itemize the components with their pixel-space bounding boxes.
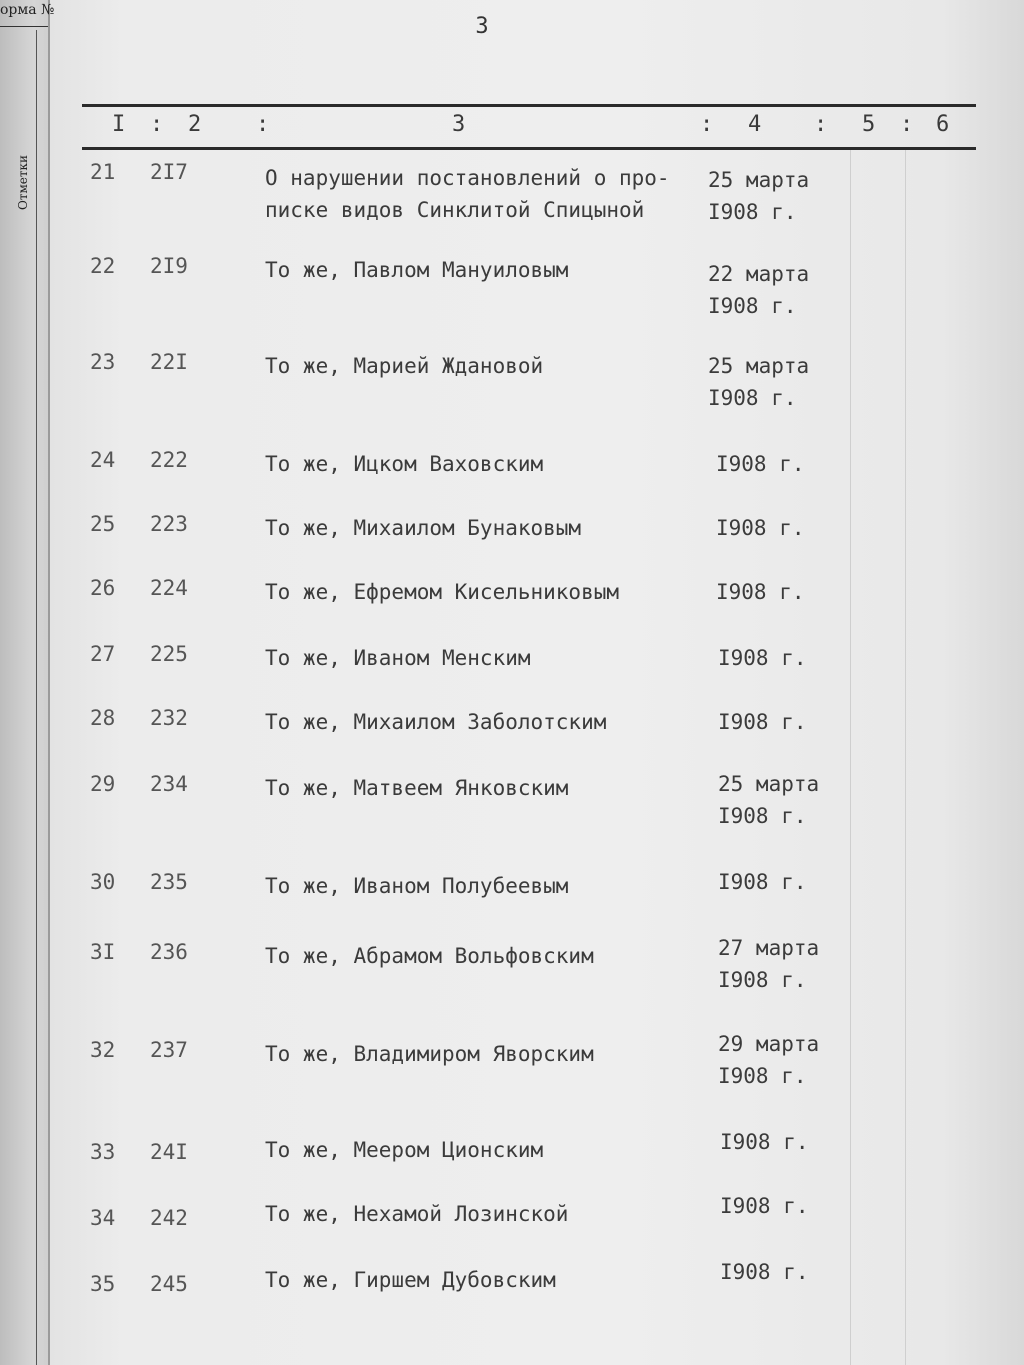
case-title-line: То же, Меером Ционским [265, 1138, 544, 1162]
case-date-line: I908 г. [720, 1130, 809, 1154]
case-title [265, 1134, 695, 1166]
case-title [265, 1198, 695, 1230]
header-top-rule [82, 104, 976, 107]
row-number: 25 [90, 512, 116, 536]
row-number: 3I [90, 940, 116, 964]
case-title [265, 350, 695, 382]
case-title [265, 706, 695, 738]
case-title-line: То же, Абрамом Вольфовским [265, 944, 594, 968]
forma-label: орма № [0, 2, 55, 18]
margin-divider [36, 30, 37, 1365]
col-header-sep: : [900, 112, 914, 137]
case-date-line: I908 г. [708, 294, 797, 318]
row-number: 32 [90, 1038, 116, 1062]
case-title [265, 448, 695, 480]
row-number: 28 [90, 706, 116, 730]
case-number: 242 [150, 1206, 188, 1230]
case-number: 245 [150, 1272, 188, 1296]
case-date-line: I908 г. [718, 646, 807, 670]
case-date-line: I908 г. [716, 580, 805, 604]
row-number: 22 [90, 254, 116, 278]
case-date [718, 706, 858, 738]
case-title [265, 870, 695, 902]
case-date-line: I908 г. [718, 870, 807, 894]
case-date [716, 512, 856, 544]
case-title-line: О нарушении постановлений о про- [265, 166, 670, 190]
case-date-line: 22 марта [708, 262, 810, 286]
case-number: 224 [150, 576, 188, 600]
case-title [265, 1264, 695, 1296]
col-header-sep: : [700, 112, 714, 137]
case-title-line: То же, Марией Ждановой [265, 354, 544, 378]
col-header-5: 5 [862, 112, 876, 137]
case-title-line: То же, Михаилом Бунаковым [265, 516, 582, 540]
case-date-line: I908 г. [716, 516, 805, 540]
forma-divider [0, 26, 48, 27]
case-title [265, 254, 695, 286]
case-number: 232 [150, 706, 188, 730]
case-date-line: I908 г. [716, 452, 805, 476]
case-date-line: I908 г. [718, 710, 807, 734]
case-number: 22I [150, 350, 188, 374]
case-title-line: То же, Владимиром Яворским [265, 1042, 594, 1066]
row-number: 33 [90, 1140, 116, 1164]
case-title-line: То же, Иваном Менским [265, 646, 531, 670]
case-date [718, 642, 858, 674]
col-header-1: I [112, 112, 126, 137]
column-line-6 [905, 150, 906, 1365]
case-number: 24I [150, 1140, 188, 1164]
case-date [708, 258, 848, 322]
case-date [718, 866, 858, 898]
case-number: 234 [150, 772, 188, 796]
case-date-line: I908 г. [718, 1064, 807, 1088]
col-header-sep: : [814, 112, 828, 137]
case-title-line: То же, Михаилом Заболотским [265, 710, 607, 734]
case-date [718, 768, 858, 832]
case-number: 223 [150, 512, 188, 536]
case-title-line: писке видов Синклитой Спицыной [265, 198, 645, 222]
row-number: 23 [90, 350, 116, 374]
case-title-line: То же, Павлом Мануиловым [265, 258, 569, 282]
case-number: 2I7 [150, 160, 188, 184]
case-date-line: I908 г. [718, 968, 807, 992]
col-header-4: 4 [748, 112, 762, 137]
case-title [265, 576, 695, 608]
case-title [265, 772, 695, 804]
case-date [720, 1126, 860, 1158]
case-date [716, 448, 856, 480]
case-date-line: I908 г. [718, 804, 807, 828]
case-title [265, 162, 695, 226]
case-date-line: 29 марта [718, 1032, 820, 1056]
row-number: 24 [90, 448, 116, 472]
case-date [708, 164, 848, 228]
col-header-2: 2 [188, 112, 202, 137]
bleed-through-text [300, 230, 312, 254]
case-date [708, 350, 848, 414]
case-number: 235 [150, 870, 188, 894]
case-title-line: То же, Матвеем Янковским [265, 776, 569, 800]
row-number: 29 [90, 772, 116, 796]
case-date-line: 25 марта [718, 772, 820, 796]
page-number: 3 [475, 14, 489, 39]
case-title [265, 1038, 695, 1070]
case-number: 225 [150, 642, 188, 666]
case-date-line: I908 г. [720, 1194, 809, 1218]
case-date [718, 1028, 858, 1092]
case-title [265, 512, 695, 544]
col-header-3: 3 [452, 112, 466, 137]
case-date-line: 27 марта [718, 936, 820, 960]
case-date [718, 932, 858, 996]
case-title-line: То же, Ефремом Кисельниковым [265, 580, 620, 604]
col-header-sep: : [256, 112, 270, 137]
case-title-line: То же, Нехамой Лозинской [265, 1202, 569, 1226]
case-date-line: I908 г. [720, 1260, 809, 1284]
case-title-line: То же, Гиршем Дубовским [265, 1268, 556, 1292]
case-date [720, 1256, 860, 1288]
header-bottom-rule [82, 147, 976, 150]
case-number: 237 [150, 1038, 188, 1062]
case-title-line: То же, Иваном Полубеевым [265, 874, 569, 898]
left-margin-strip [0, 0, 55, 1365]
case-number: 236 [150, 940, 188, 964]
row-number: 26 [90, 576, 116, 600]
row-number: 35 [90, 1272, 116, 1296]
case-number: 2I9 [150, 254, 188, 278]
case-title [265, 642, 695, 674]
case-date-line: 25 марта [708, 168, 810, 192]
case-date-line: I908 г. [708, 386, 797, 410]
case-date [720, 1190, 860, 1222]
row-number: 30 [90, 870, 116, 894]
case-title-line: То же, Ицком Ваховским [265, 452, 544, 476]
row-number: 34 [90, 1206, 116, 1230]
column-line-5 [850, 150, 851, 1365]
case-date [716, 576, 856, 608]
col-header-6: 6 [936, 112, 950, 137]
case-date-line: I908 г. [708, 200, 797, 224]
col-header-sep: : [150, 112, 164, 137]
row-number: 21 [90, 160, 116, 184]
case-date-line: 25 марта [708, 354, 810, 378]
case-title [265, 940, 695, 972]
case-number: 222 [150, 448, 188, 472]
row-number: 27 [90, 642, 116, 666]
notes-label: Отметки [16, 154, 30, 210]
